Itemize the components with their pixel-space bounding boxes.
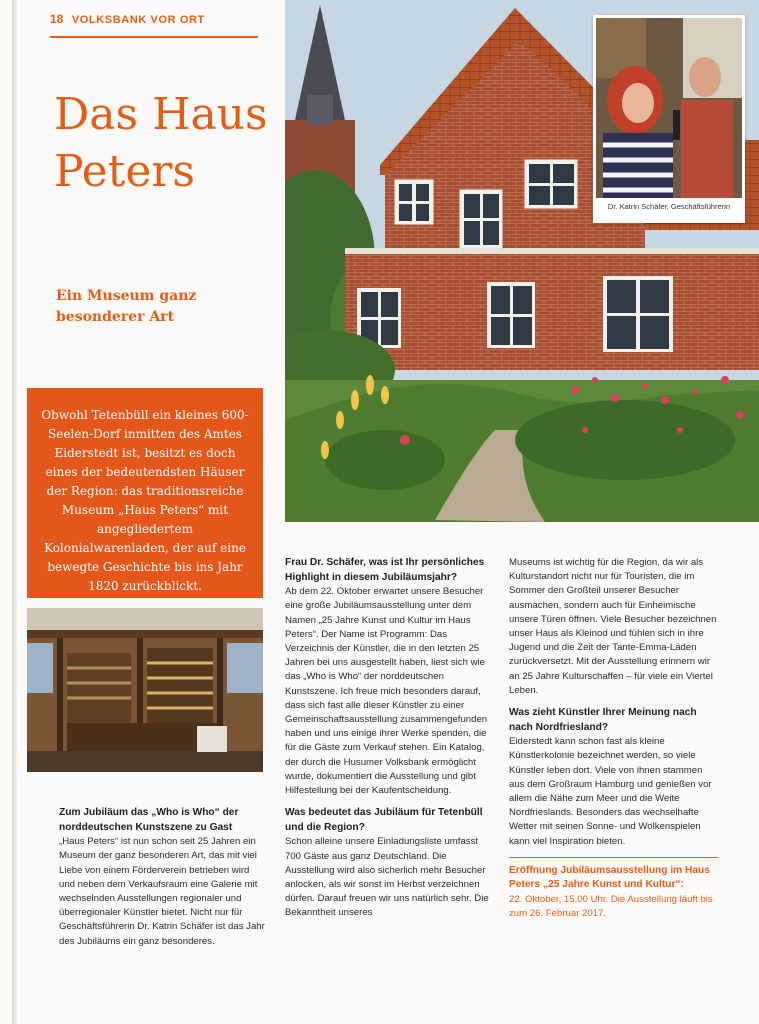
answer-3: Eiderstedt kann schon fast als kleine Künstlerkolonie bezeichnet werden, so viele Künstler leben dort. Viele von ihnen stammen aus dem Großraum Hamburg und genießen vor allem die Nähe zum Meer und die Weite Nordfrieslands. Besonders das wechselhafte Wetter mit seinen Sonne- und Wolkenspielen kann viel Inspiration bieten. xyxy=(509,736,712,847)
portrait-caption: Dr. Katrin Schäfer, Geschäftsführerin xyxy=(607,202,731,211)
event-rule xyxy=(509,857,718,858)
answer-2: Schon alleine unsere Einladungsliste umfasst 700 Gäste aus ganz Deutschland. Die Ausstellung wird also sicherlich mehr Besucher anlocken, als wir sonst im Herbst verzeichnen dürfen. Darauf freuen wir uns natürlich sehr. Die Bekanntheit unseres xyxy=(285,836,489,919)
article-subtitle: Ein Museum ganz besonderer Art xyxy=(56,288,197,325)
portrait-image xyxy=(593,15,745,200)
column-3 xyxy=(509,556,718,921)
page-number: 18 xyxy=(50,12,64,26)
event-heading: Eröffnung Jubiläumsausstellung im Haus Peters „25 Jahre Kunst und Kultur“: xyxy=(509,864,710,891)
intro-text: Obwohl Tetenbüll ein kleines 600-Seelen-Dorf inmitten des Amtes Eiderstedt ist, besitzt es doch eines der bedeutendsten Häuser der Region: das traditionsreiche Museum „Haus Peters“ mit angegliedertem Kolonialwarenladen, der auf eine bewegte Geschichte bis ins Jahr 1820 zurückblickt. xyxy=(41,408,249,593)
page-header xyxy=(50,10,258,38)
portrait-photo xyxy=(593,15,745,223)
shop-interior-photo xyxy=(27,608,263,772)
intro-box xyxy=(27,388,263,598)
question-1: Frau Dr. Schäfer, was ist Ihr persönliches Highlight in diesem Jubiläumsjahr? xyxy=(285,557,485,583)
header-rule xyxy=(50,36,258,38)
event-details: 22. Oktober, 15.00 Uhr. Die Ausstellung läuft bis zum 26. Februar 2017. xyxy=(509,894,713,920)
col1-body: „Haus Peters“ ist nun schon seit 25 Jahren ein Museum der ganz besonderen Art, das mit viel Liebe von einem Förderverein betrieben wird und neben dem Verkaufsraum eine Galerie mit wechselnden Ausstellungen regionaler und überregionaler Künstler bietet. Nicht nur für Geschäftsführerin Dr. Katrin Schäfer ist das Jahr des Jubiläums ein ganz besonderes. xyxy=(59,836,265,947)
section-label: VOLKSBANK VOR ORT xyxy=(71,14,205,26)
question-3: Was zieht Künstler Ihrer Meinung nach nach Nordfriesland? xyxy=(509,707,697,733)
column-1 xyxy=(59,806,265,949)
answer-2-continued: Museums ist wichtig für die Region, da wir als Kulturstandort nicht nur für Touristen, die im Sommer den Großteil unserer Besucher ausmachen, sondern auch für Einheimische unsere Türen öffnen. Viele Besucher bezeichnen unser Haus als Kleinod und fühlen sich in ihre Jugend und die Zeit der Tante-Emma-Läden zurückversetzt. Mit der Ausstellung erinnern wir an 25 Jahre Kulturschaffen – für viele ein Viertel Leben. xyxy=(509,557,717,696)
house-wall xyxy=(345,250,759,370)
col1-heading: Zum Jubiläum das „Who is Who“ der norddeutschen Kunstszene zu Gast xyxy=(59,807,239,833)
page-gutter xyxy=(12,0,18,1024)
column-2 xyxy=(285,556,492,921)
answer-1: Ab dem 22. Oktober erwartet unsere Besucher eine große Jubiläumsausstellung unter dem Namen „25 Jahre Kunst und Kultur im Haus Peters“. Der Name ist Programm: Das Verzeichnis der Künstler, die in den letzten 25 Jahren bei uns ausgestellt haben, liest sich wie das „Who is Who“ der norddeutschen Kunstszene. Ich freue mich besonders darauf, dass sich fast alle dieser Künstler zu einer Gemeinschaftsausstellung zusammengefunden haben und uns einige ihrer Werke spenden, die für die Gäste zum Verkauf stehen. Ein Katalog, der durch die Husumer Volksbank ermöglicht wurde, dokumentiert die Ausstellung und gibt Hilfestellung bei der Kaufentscheidung. xyxy=(285,586,488,797)
question-2: Was bedeutet das Jubiläum für Tetenbüll und die Region? xyxy=(285,807,483,833)
shop-interior-image xyxy=(27,608,263,772)
article-title: Das Haus Peters xyxy=(54,89,268,197)
